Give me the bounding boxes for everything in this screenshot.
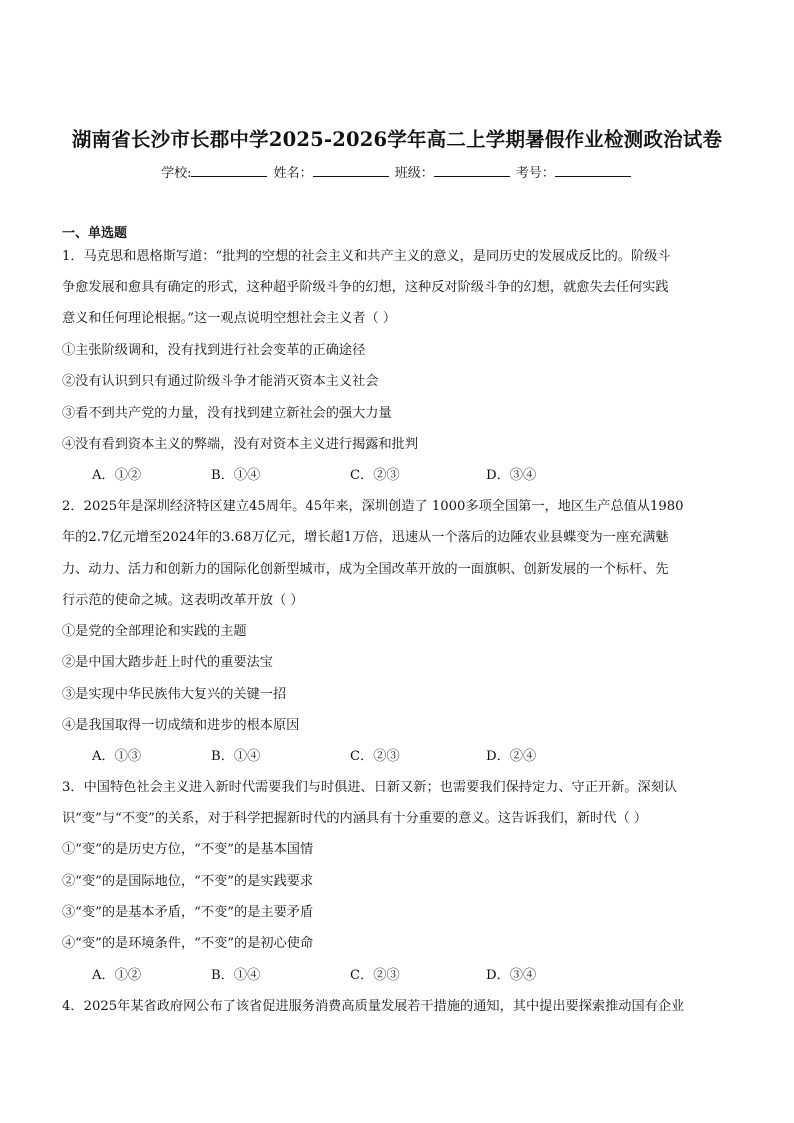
q2-stem-line: 力、动力、活力和创新力的国际化创新型城市，成为全国改革开放的一面旗帜、创新发展的一个标杆、先 [62,562,669,577]
q1-option-b[interactable]: B．①④ [211,468,261,483]
class-label: 班级： [394,166,434,181]
q1-option-c[interactable]: C．②③ [350,468,400,483]
name-blank[interactable] [313,164,389,177]
q3-item: ④“变”的是环境条件，“不变”的是初心使命 [62,936,314,951]
q1-stem-line: 1．马克思和恩格斯写道：“批判的空想的社会主义和共产主义的意义，是同历史的发展成反比的。阶级斗 [62,249,671,264]
q3-item: ①“变”的是历史方位，“不变”的是基本国情 [62,842,314,857]
q1-option-a[interactable]: A．①② [92,468,142,483]
q3-item: ②“变”的是国际地位，“不变”的是实践要求 [62,874,314,889]
exam-title: 湖南省长沙市长郡中学2025-2026学年高二上学期暑假作业检测政治试卷 [71,128,723,151]
q3-stem-line: 3．中国特色社会主义进入新时代需要我们与时俱进、日新又新；也需要我们保持定力、守正开新。深刻认 [62,780,678,795]
class-blank[interactable] [434,164,510,177]
q2-item: ①是党的全部理论和实践的主题 [62,624,247,639]
q2-stem-line: 行示范的使命之城。这表明改革开放（ ） [62,593,304,608]
name-label: 姓名： [273,166,313,181]
q1-item: ③看不到共产党的力量，没有找到建立新社会的强大力量 [62,406,392,421]
q2-option-b[interactable]: B．①④ [211,749,261,764]
q2-option-c[interactable]: C．②③ [350,749,400,764]
q1-option-d[interactable]: D．③④ [486,468,537,483]
q2-option-d[interactable]: D．②④ [486,749,537,764]
q3-stem-line: 识“变”与“不变”的关系，对于科学把握新时代的内涵具有十分重要的意义。这告诉我们，新时代（ ） [62,811,648,826]
school-label: 学校: [161,166,192,181]
school-blank[interactable] [191,164,267,177]
q1-item: ④没有看到资本主义的弊端，没有对资本主义进行揭露和批判 [62,437,419,452]
q4-stem-line: 4．2025年某省政府网公布了该省促进服务消费高质量发展若干措施的通知，其中提出要探索推动国有企业 [62,999,685,1014]
q2-stem-line: 2．2025年是深圳经济特区建立45周年。45年来，深圳创造了 1000多项全国第一，地区生产总值从1980 [62,499,684,514]
q3-option-a[interactable]: A．①② [92,968,142,983]
q2-item: ②是中国大踏步赶上时代的重要法宝 [62,655,273,670]
section-title: 一、单选题 [62,226,128,241]
q1-item: ②没有认识到只有通过阶级斗争才能消灭资本主义社会 [62,374,379,389]
q3-item: ③“变”的是基本矛盾，“不变”的是主要矛盾 [62,905,314,920]
student-info-line [0,162,794,181]
q3-option-c[interactable]: C．②③ [350,968,400,983]
q2-option-a[interactable]: A．①③ [92,749,142,764]
q2-item: ④是我国取得一切成绩和进步的根本原因 [62,718,300,733]
q2-stem-line: 年的2.7亿元增至2024年的3.68万亿元，增长超1万倍，迅速从一个落后的边陲农业县蝶变为一座充满魅 [62,530,669,545]
exam-number-label: 考号： [515,166,555,181]
q1-stem-line: 争愈发展和愈具有确定的形式，这种超乎阶级斗争的幻想，这种反对阶级斗争的幻想，就愈失去任何实践 [62,280,669,295]
q1-stem-line: 意义和任何理论根据。”这一观点说明空想社会主义者（ ） [62,311,397,326]
q1-item: ①主张阶级调和，没有找到进行社会变革的正确途径 [62,343,366,358]
q2-item: ③是实现中华民族伟大复兴的关键一招 [62,687,287,702]
q3-option-b[interactable]: B．①④ [211,968,261,983]
q3-option-d[interactable]: D．③④ [486,968,537,983]
exam-number-blank[interactable] [555,164,631,177]
